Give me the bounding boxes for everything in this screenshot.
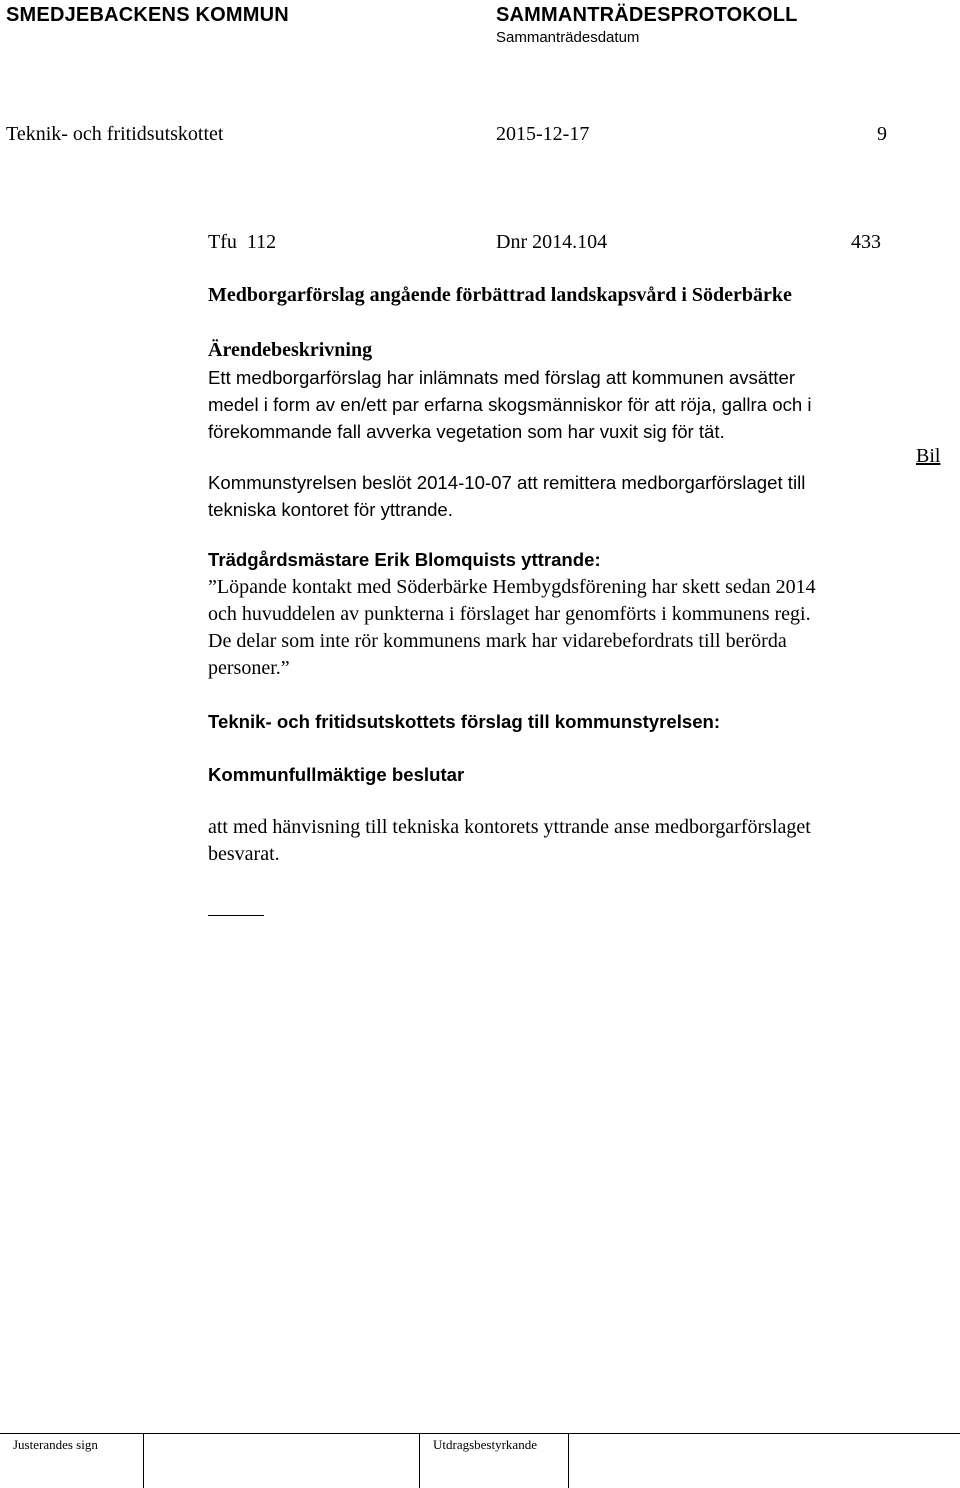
statement-line: och huvuddelen av punkterna i förslaget har genomförts i kommunens regi. (208, 603, 811, 625)
dnr-number: Dnr 2014.104 (496, 231, 608, 253)
paragraph-number: Tfu 112 (208, 231, 277, 253)
footer-rule (0, 1433, 960, 1434)
proposal-heading: Teknik- och fritidsutskottets förslag till kommunstyrelsen: (208, 711, 721, 732)
description-heading: Ärendebeskrivning (208, 339, 373, 361)
footer-divider (419, 1433, 420, 1488)
decision-line: att med hänvisning till tekniska kontorets yttrande anse medborgarförslaget (208, 816, 811, 838)
document-type: SAMMANTRÄDESPROTOKOLL (496, 4, 798, 26)
statement-heading: Trädgårdsmästare Erik Blomquists yttrande: (208, 549, 601, 570)
meeting-date: 2015-12-17 (496, 123, 590, 145)
decision-body (208, 814, 908, 868)
description-line: medel i form av en/ett par erfarna skogsmänniskor för att röja, gallra och i (208, 394, 812, 415)
statement-line: personer.” (208, 657, 290, 679)
case-title: Medborgarförslag angående förbättrad landskapsvård i Söderbärke (208, 284, 792, 306)
footer-divider (143, 1433, 144, 1488)
attachment-link[interactable]: Bil (916, 445, 941, 467)
end-rule (208, 915, 264, 916)
date-label: Sammanträdesdatum (496, 29, 640, 46)
decision-line: besvarat. (208, 843, 280, 865)
description-line: förekommande fall avverka vegetation som har vuxit sig för tät. (208, 421, 725, 442)
statement-line: De delar som inte rör kommunens mark har vidarebefordrats till berörda (208, 630, 787, 652)
decision-heading: Kommunfullmäktige beslutar (208, 764, 465, 785)
statement-body (208, 574, 908, 682)
footer-divider (568, 1433, 569, 1488)
committee-name: Teknik- och fritidsutskottet (6, 123, 224, 145)
certification-label: Utdragsbestyrkande (433, 1437, 537, 1452)
statement-line: ”Löpande kontakt med Söderbärke Hembygdsförening har skett sedan 2014 (208, 576, 816, 598)
description-line: Ett medborgarförslag har inlämnats med förslag att kommunen avsätter (208, 367, 796, 388)
board-decision (208, 469, 908, 523)
dnr-suffix: 433 (851, 231, 881, 253)
board-decision-line: Kommunstyrelsen beslöt 2014-10-07 att remittera medborgarförslaget till (208, 472, 806, 493)
board-decision-line: tekniska kontoret för yttrande. (208, 499, 453, 520)
page-number: 9 (877, 123, 887, 145)
organization-name: SMEDJEBACKENS KOMMUN (6, 4, 289, 26)
signature-label: Justerandes sign (13, 1437, 98, 1452)
description-body (208, 364, 908, 445)
